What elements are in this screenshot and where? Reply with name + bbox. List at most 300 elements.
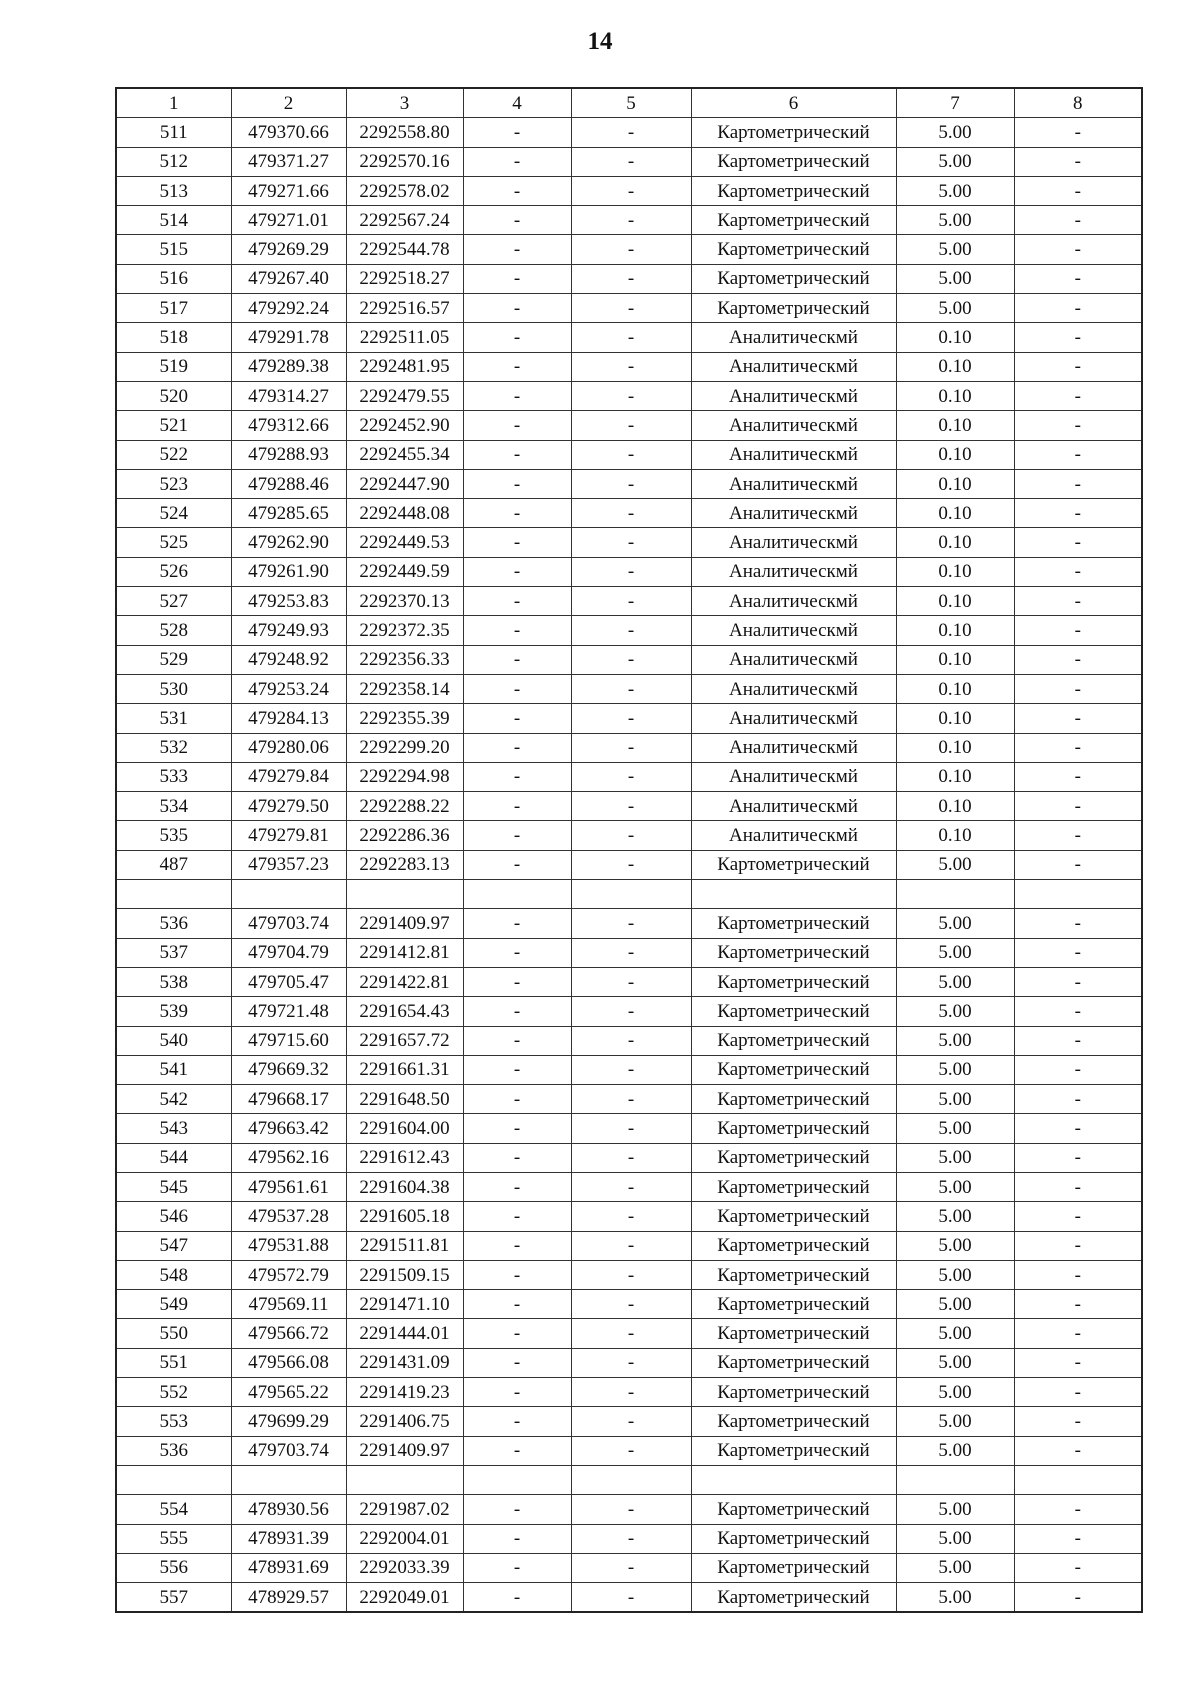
y-coordinate-cell: 2291406.75	[346, 1407, 463, 1436]
method-cell: Картометрический	[691, 1114, 896, 1143]
accuracy-cell: 5.00	[896, 1583, 1014, 1613]
accuracy-cell: 5.00	[896, 1202, 1014, 1231]
point-number-cell: 530	[116, 674, 231, 703]
col8-cell: -	[1014, 323, 1142, 352]
col8-cell: -	[1014, 469, 1142, 498]
col8-cell: -	[1014, 733, 1142, 762]
x-coordinate-cell: 479370.66	[231, 118, 346, 147]
col5-cell: -	[571, 528, 691, 557]
col5-cell: -	[571, 499, 691, 528]
point-number-cell: 551	[116, 1348, 231, 1377]
y-coordinate-cell: 2292372.35	[346, 616, 463, 645]
table-row	[116, 118, 1142, 147]
col5-cell: -	[571, 792, 691, 821]
method-cell: Аналитическмй	[691, 645, 896, 674]
x-coordinate-cell: 479291.78	[231, 323, 346, 352]
y-coordinate-cell: 2292558.80	[346, 118, 463, 147]
col8-cell: -	[1014, 176, 1142, 205]
point-number-cell: 512	[116, 147, 231, 176]
y-coordinate-cell: 2291409.97	[346, 909, 463, 938]
table-row	[116, 352, 1142, 381]
x-coordinate-cell: 479663.42	[231, 1114, 346, 1143]
col5-cell: -	[571, 1407, 691, 1436]
col4-cell: -	[463, 1553, 571, 1582]
accuracy-cell: 5.00	[896, 1319, 1014, 1348]
x-coordinate-cell: 478930.56	[231, 1495, 346, 1524]
x-coordinate-cell: 479279.81	[231, 821, 346, 850]
col8-cell: -	[1014, 411, 1142, 440]
x-coordinate-cell: 479562.16	[231, 1143, 346, 1172]
col4-cell: -	[463, 411, 571, 440]
y-coordinate-cell: 2292449.53	[346, 528, 463, 557]
y-coordinate-cell	[346, 1465, 463, 1494]
method-cell: Картометрический	[691, 1026, 896, 1055]
x-coordinate-cell: 479314.27	[231, 381, 346, 410]
col5-cell: -	[571, 1055, 691, 1084]
col4-cell: -	[463, 440, 571, 469]
x-coordinate-cell: 479279.84	[231, 762, 346, 791]
accuracy-cell: 5.00	[896, 997, 1014, 1026]
col4-cell: -	[463, 528, 571, 557]
accuracy-cell: 0.10	[896, 557, 1014, 586]
col4-cell: -	[463, 118, 571, 147]
x-coordinate-cell: 479288.46	[231, 469, 346, 498]
y-coordinate-cell: 2292481.95	[346, 352, 463, 381]
col4-cell: -	[463, 1348, 571, 1377]
x-coordinate-cell: 479249.93	[231, 616, 346, 645]
y-coordinate-cell: 2291409.97	[346, 1436, 463, 1465]
column-header: 6	[691, 88, 896, 118]
col8-cell: -	[1014, 1085, 1142, 1114]
method-cell: Аналитическмй	[691, 528, 896, 557]
method-cell: Картометрический	[691, 967, 896, 996]
col5-cell: -	[571, 176, 691, 205]
col8-cell: -	[1014, 1172, 1142, 1201]
col8-cell: -	[1014, 938, 1142, 967]
col5-cell	[571, 1465, 691, 1494]
col8-cell: -	[1014, 967, 1142, 996]
col4-cell: -	[463, 587, 571, 616]
method-cell: Аналитическмй	[691, 792, 896, 821]
method-cell: Картометрический	[691, 1319, 896, 1348]
point-number-cell: 528	[116, 616, 231, 645]
col5-cell: -	[571, 587, 691, 616]
table-row	[116, 499, 1142, 528]
y-coordinate-cell: 2291511.81	[346, 1231, 463, 1260]
method-cell: Картометрический	[691, 1583, 896, 1613]
col5-cell: -	[571, 294, 691, 323]
y-coordinate-cell: 2292570.16	[346, 147, 463, 176]
col4-cell: -	[463, 1436, 571, 1465]
x-coordinate-cell: 479561.61	[231, 1172, 346, 1201]
method-cell: Картометрический	[691, 147, 896, 176]
method-cell	[691, 880, 896, 909]
col4-cell: -	[463, 1407, 571, 1436]
point-number-cell: 517	[116, 294, 231, 323]
y-coordinate-cell: 2292479.55	[346, 381, 463, 410]
x-coordinate-cell	[231, 880, 346, 909]
col5-cell: -	[571, 616, 691, 645]
col5-cell: -	[571, 1290, 691, 1319]
col4-cell: -	[463, 645, 571, 674]
y-coordinate-cell: 2292288.22	[346, 792, 463, 821]
table-row	[116, 469, 1142, 498]
x-coordinate-cell: 479572.79	[231, 1260, 346, 1289]
col5-cell: -	[571, 704, 691, 733]
y-coordinate-cell: 2292286.36	[346, 821, 463, 850]
table-row	[116, 704, 1142, 733]
point-number-cell: 513	[116, 176, 231, 205]
accuracy-cell: 0.10	[896, 381, 1014, 410]
x-coordinate-cell: 479531.88	[231, 1231, 346, 1260]
col8-cell: -	[1014, 792, 1142, 821]
col4-cell: -	[463, 1055, 571, 1084]
point-number-cell: 518	[116, 323, 231, 352]
accuracy-cell: 5.00	[896, 967, 1014, 996]
col5-cell: -	[571, 938, 691, 967]
col5-cell: -	[571, 323, 691, 352]
col8-cell: -	[1014, 762, 1142, 791]
col8-cell: -	[1014, 381, 1142, 410]
accuracy-cell: 5.00	[896, 850, 1014, 879]
x-coordinate-cell: 478931.69	[231, 1553, 346, 1582]
column-header: 5	[571, 88, 691, 118]
y-coordinate-cell: 2291604.00	[346, 1114, 463, 1143]
method-cell: Картометрический	[691, 235, 896, 264]
method-cell: Картометрический	[691, 1055, 896, 1084]
table-row	[116, 381, 1142, 410]
method-cell: Картометрический	[691, 264, 896, 293]
method-cell: Аналитическмй	[691, 440, 896, 469]
col5-cell: -	[571, 1202, 691, 1231]
table-row	[116, 616, 1142, 645]
x-coordinate-cell: 479269.29	[231, 235, 346, 264]
x-coordinate-cell: 479357.23	[231, 850, 346, 879]
x-coordinate-cell: 479705.47	[231, 967, 346, 996]
table-header-row	[116, 88, 1142, 118]
table-row	[116, 587, 1142, 616]
method-cell: Картометрический	[691, 176, 896, 205]
y-coordinate-cell: 2292448.08	[346, 499, 463, 528]
col5-cell: -	[571, 469, 691, 498]
col8-cell: -	[1014, 1407, 1142, 1436]
method-cell: Аналитическмй	[691, 762, 896, 791]
accuracy-cell: 0.10	[896, 499, 1014, 528]
y-coordinate-cell: 2292356.33	[346, 645, 463, 674]
table-row	[116, 528, 1142, 557]
col8-cell	[1014, 1465, 1142, 1494]
col8-cell: -	[1014, 674, 1142, 703]
point-number-cell: 514	[116, 206, 231, 235]
col8-cell: -	[1014, 1436, 1142, 1465]
accuracy-cell: 5.00	[896, 1290, 1014, 1319]
col4-cell: -	[463, 1114, 571, 1143]
point-number-cell: 555	[116, 1524, 231, 1553]
y-coordinate-cell: 2291612.43	[346, 1143, 463, 1172]
point-number-cell: 531	[116, 704, 231, 733]
point-number-cell: 487	[116, 850, 231, 879]
col8-cell: -	[1014, 1378, 1142, 1407]
y-coordinate-cell: 2291604.38	[346, 1172, 463, 1201]
col5-cell: -	[571, 1143, 691, 1172]
col5-cell: -	[571, 674, 691, 703]
col5-cell: -	[571, 1319, 691, 1348]
x-coordinate-cell: 479285.65	[231, 499, 346, 528]
col5-cell: -	[571, 381, 691, 410]
point-number-cell: 546	[116, 1202, 231, 1231]
point-number-cell: 524	[116, 499, 231, 528]
col8-cell: -	[1014, 1055, 1142, 1084]
point-number-cell: 539	[116, 997, 231, 1026]
point-number-cell: 548	[116, 1260, 231, 1289]
method-cell: Картометрический	[691, 909, 896, 938]
col5-cell: -	[571, 235, 691, 264]
col5-cell: -	[571, 264, 691, 293]
col8-cell: -	[1014, 1524, 1142, 1553]
point-number-cell: 541	[116, 1055, 231, 1084]
point-number-cell: 545	[116, 1172, 231, 1201]
y-coordinate-cell: 2292370.13	[346, 587, 463, 616]
col8-cell: -	[1014, 264, 1142, 293]
accuracy-cell: 5.00	[896, 1260, 1014, 1289]
point-number-cell: 537	[116, 938, 231, 967]
table-row	[116, 1085, 1142, 1114]
table-row	[116, 821, 1142, 850]
table-row	[116, 323, 1142, 352]
table-row	[116, 1290, 1142, 1319]
table-row	[116, 264, 1142, 293]
method-cell	[691, 1465, 896, 1494]
column-header: 1	[116, 88, 231, 118]
point-number-cell	[116, 1465, 231, 1494]
col4-cell: -	[463, 352, 571, 381]
y-coordinate-cell: 2291648.50	[346, 1085, 463, 1114]
accuracy-cell: 5.00	[896, 147, 1014, 176]
method-cell: Картометрический	[691, 1348, 896, 1377]
col8-cell: -	[1014, 118, 1142, 147]
y-coordinate-cell: 2292299.20	[346, 733, 463, 762]
point-number-cell: 536	[116, 1436, 231, 1465]
x-coordinate-cell: 479279.50	[231, 792, 346, 821]
table-row	[116, 1260, 1142, 1289]
col4-cell: -	[463, 264, 571, 293]
coordinates-table	[115, 87, 1143, 1613]
x-coordinate-cell: 479699.29	[231, 1407, 346, 1436]
col5-cell: -	[571, 967, 691, 996]
method-cell: Аналитическмй	[691, 557, 896, 586]
col5-cell: -	[571, 411, 691, 440]
accuracy-cell: 5.00	[896, 235, 1014, 264]
x-coordinate-cell	[231, 1465, 346, 1494]
col5-cell: -	[571, 1524, 691, 1553]
col8-cell: -	[1014, 1553, 1142, 1582]
col4-cell: -	[463, 1231, 571, 1260]
y-coordinate-cell: 2292004.01	[346, 1524, 463, 1553]
point-number-cell: 556	[116, 1553, 231, 1582]
table-row	[116, 1348, 1142, 1377]
method-cell: Аналитическмй	[691, 704, 896, 733]
x-coordinate-cell: 479715.60	[231, 1026, 346, 1055]
method-cell: Аналитическмй	[691, 469, 896, 498]
x-coordinate-cell: 479703.74	[231, 1436, 346, 1465]
method-cell: Картометрический	[691, 1143, 896, 1172]
y-coordinate-cell: 2291605.18	[346, 1202, 463, 1231]
col8-cell: -	[1014, 1231, 1142, 1260]
x-coordinate-cell: 479704.79	[231, 938, 346, 967]
table-row	[116, 1465, 1142, 1494]
table-row	[116, 557, 1142, 586]
point-number-cell	[116, 880, 231, 909]
table-row	[116, 967, 1142, 996]
col5-cell: -	[571, 557, 691, 586]
table-row	[116, 206, 1142, 235]
accuracy-cell: 5.00	[896, 1026, 1014, 1055]
col5-cell: -	[571, 352, 691, 381]
accuracy-cell: 5.00	[896, 1085, 1014, 1114]
x-coordinate-cell: 479288.93	[231, 440, 346, 469]
x-coordinate-cell: 478931.39	[231, 1524, 346, 1553]
accuracy-cell: 0.10	[896, 704, 1014, 733]
method-cell: Аналитическмй	[691, 499, 896, 528]
col8-cell: -	[1014, 997, 1142, 1026]
col5-cell: -	[571, 997, 691, 1026]
col4-cell	[463, 1465, 571, 1494]
point-number-cell: 534	[116, 792, 231, 821]
col8-cell: -	[1014, 587, 1142, 616]
col4-cell: -	[463, 967, 571, 996]
table-row	[116, 147, 1142, 176]
point-number-cell: 515	[116, 235, 231, 264]
accuracy-cell: 0.10	[896, 528, 1014, 557]
method-cell: Картометрический	[691, 1231, 896, 1260]
accuracy-cell	[896, 880, 1014, 909]
x-coordinate-cell: 479721.48	[231, 997, 346, 1026]
col8-cell: -	[1014, 557, 1142, 586]
method-cell: Аналитическмй	[691, 733, 896, 762]
col8-cell: -	[1014, 645, 1142, 674]
accuracy-cell: 0.10	[896, 762, 1014, 791]
col5-cell: -	[571, 1495, 691, 1524]
point-number-cell: 525	[116, 528, 231, 557]
col5-cell: -	[571, 850, 691, 879]
point-number-cell: 544	[116, 1143, 231, 1172]
col4-cell: -	[463, 235, 571, 264]
col4-cell: -	[463, 1319, 571, 1348]
method-cell: Картометрический	[691, 294, 896, 323]
col8-cell: -	[1014, 528, 1142, 557]
col4-cell: -	[463, 821, 571, 850]
col8-cell: -	[1014, 294, 1142, 323]
method-cell: Аналитическмй	[691, 821, 896, 850]
y-coordinate-cell: 2292355.39	[346, 704, 463, 733]
accuracy-cell: 0.10	[896, 645, 1014, 674]
col5-cell: -	[571, 1114, 691, 1143]
y-coordinate-cell: 2291419.23	[346, 1378, 463, 1407]
table-row	[116, 762, 1142, 791]
col8-cell: -	[1014, 1260, 1142, 1289]
method-cell: Картометрический	[691, 1407, 896, 1436]
y-coordinate-cell: 2291657.72	[346, 1026, 463, 1055]
accuracy-cell: 5.00	[896, 294, 1014, 323]
method-cell: Картометрический	[691, 1378, 896, 1407]
col4-cell: -	[463, 997, 571, 1026]
col4-cell: -	[463, 1202, 571, 1231]
accuracy-cell: 5.00	[896, 1407, 1014, 1436]
col5-cell: -	[571, 147, 691, 176]
column-header: 3	[346, 88, 463, 118]
col8-cell: -	[1014, 1143, 1142, 1172]
y-coordinate-cell: 2291509.15	[346, 1260, 463, 1289]
col8-cell: -	[1014, 616, 1142, 645]
page-number: 14	[587, 28, 613, 55]
x-coordinate-cell: 479371.27	[231, 147, 346, 176]
accuracy-cell: 5.00	[896, 1143, 1014, 1172]
col4-cell: -	[463, 674, 571, 703]
accuracy-cell: 5.00	[896, 1436, 1014, 1465]
method-cell: Аналитическмй	[691, 381, 896, 410]
point-number-cell: 520	[116, 381, 231, 410]
y-coordinate-cell: 2292511.05	[346, 323, 463, 352]
col8-cell	[1014, 880, 1142, 909]
col4-cell: -	[463, 469, 571, 498]
y-coordinate-cell: 2292358.14	[346, 674, 463, 703]
col5-cell: -	[571, 1583, 691, 1613]
col5-cell: -	[571, 733, 691, 762]
accuracy-cell: 5.00	[896, 1524, 1014, 1553]
point-number-cell: 526	[116, 557, 231, 586]
col5-cell: -	[571, 1436, 691, 1465]
col4-cell: -	[463, 1026, 571, 1055]
col5-cell: -	[571, 645, 691, 674]
method-cell: Картометрический	[691, 1172, 896, 1201]
x-coordinate-cell: 479261.90	[231, 557, 346, 586]
point-number-cell: 547	[116, 1231, 231, 1260]
method-cell: Картометрический	[691, 206, 896, 235]
col4-cell: -	[463, 1290, 571, 1319]
method-cell: Аналитическмй	[691, 323, 896, 352]
col8-cell: -	[1014, 499, 1142, 528]
col4-cell: -	[463, 909, 571, 938]
method-cell: Аналитическмй	[691, 352, 896, 381]
x-coordinate-cell: 479312.66	[231, 411, 346, 440]
accuracy-cell: 0.10	[896, 440, 1014, 469]
col4-cell: -	[463, 147, 571, 176]
col5-cell	[571, 880, 691, 909]
y-coordinate-cell: 2291444.01	[346, 1319, 463, 1348]
x-coordinate-cell: 479289.38	[231, 352, 346, 381]
table-row	[116, 1172, 1142, 1201]
table-row	[116, 411, 1142, 440]
column-header: 8	[1014, 88, 1142, 118]
col4-cell: -	[463, 792, 571, 821]
x-coordinate-cell: 479566.08	[231, 1348, 346, 1377]
accuracy-cell: 0.10	[896, 674, 1014, 703]
point-number-cell: 522	[116, 440, 231, 469]
method-cell: Картометрический	[691, 997, 896, 1026]
col4-cell: -	[463, 499, 571, 528]
method-cell: Аналитическмй	[691, 674, 896, 703]
table-row	[116, 938, 1142, 967]
point-number-cell: 536	[116, 909, 231, 938]
y-coordinate-cell: 2291661.31	[346, 1055, 463, 1084]
col4-cell: -	[463, 1524, 571, 1553]
point-number-cell: 552	[116, 1378, 231, 1407]
point-number-cell: 540	[116, 1026, 231, 1055]
point-number-cell: 538	[116, 967, 231, 996]
col4-cell: -	[463, 733, 571, 762]
accuracy-cell: 0.10	[896, 821, 1014, 850]
point-number-cell: 549	[116, 1290, 231, 1319]
